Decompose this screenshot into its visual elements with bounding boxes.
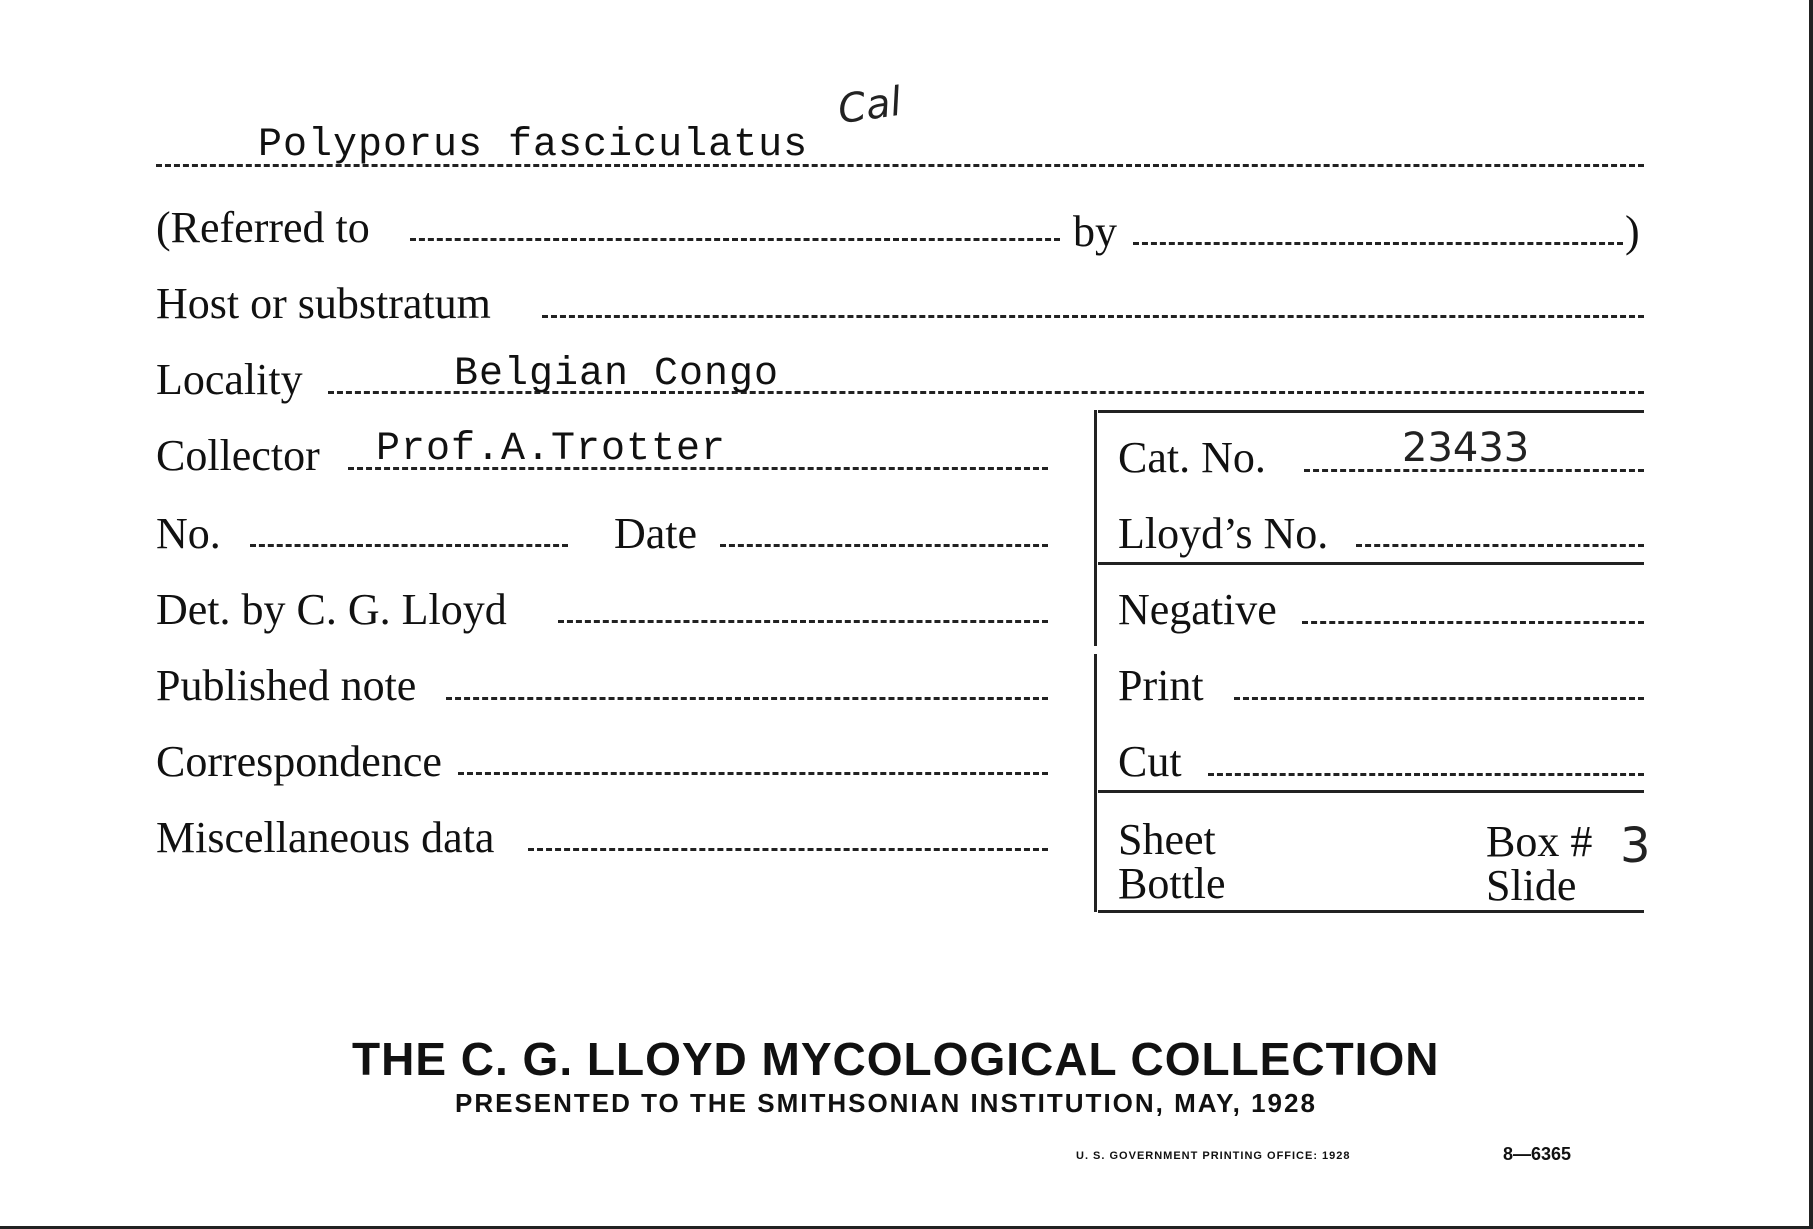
- host-label: Host or substratum: [156, 279, 491, 328]
- host-line: [542, 315, 1644, 318]
- date-label: Date: [614, 509, 698, 558]
- specimen-name: Polyporus fasciculatus: [258, 123, 809, 168]
- locality-value: Belgian Congo: [454, 352, 780, 397]
- bottle-label: Bottle: [1118, 859, 1226, 908]
- right-box-left-rule-lower: [1094, 654, 1097, 912]
- print-label: Print: [1118, 661, 1204, 710]
- published-note-line: [446, 697, 1048, 700]
- form-number: 8—6365: [1503, 1144, 1572, 1164]
- date-line: [720, 544, 1048, 547]
- printing-office-note: U. S. GOVERNMENT PRINTING OFFICE: 1928: [1076, 1150, 1351, 1162]
- no-label: No.: [156, 509, 221, 558]
- by-label: by: [1073, 207, 1117, 256]
- misc-data-label: Miscellaneous data: [156, 813, 495, 862]
- negative-line: [1302, 621, 1644, 624]
- lloyds-no-label: Lloyd’s No.: [1118, 509, 1329, 558]
- by-line: [1133, 242, 1623, 245]
- print-line: [1234, 697, 1644, 700]
- referred-to-label: (Referred to: [156, 203, 370, 252]
- right-box-top-rule: [1098, 410, 1644, 413]
- slide-label: Slide: [1486, 861, 1577, 910]
- no-line: [250, 544, 568, 547]
- box-number-value: 3: [1620, 818, 1651, 874]
- misc-data-line: [528, 848, 1048, 851]
- referred-to-line: [410, 238, 1060, 241]
- collection-subtitle: PRESENTED TO THE SMITHSONIAN INSTITUTION, MAY, 1928: [455, 1088, 1317, 1118]
- negative-label: Negative: [1118, 585, 1277, 634]
- cut-label: Cut: [1118, 737, 1182, 786]
- det-by-line: [558, 620, 1048, 623]
- box-number-label: Box #: [1486, 817, 1593, 866]
- lloyds-no-line: [1356, 544, 1644, 547]
- card-right-edge: [1809, 0, 1813, 1229]
- margin-mark: Cal: [835, 78, 905, 134]
- collection-title: THE C. G. LLOYD MYCOLOGICAL COLLECTION: [352, 1033, 1440, 1085]
- locality-label: Locality: [156, 355, 303, 404]
- collector-value: Prof.A.Trotter: [376, 427, 727, 472]
- published-note-label: Published note: [156, 661, 417, 710]
- cat-no-label: Cat. No.: [1118, 433, 1266, 482]
- collector-label: Collector: [156, 431, 320, 480]
- det-by-label: Det. by C. G. Lloyd: [156, 585, 507, 634]
- right-box-rule-2: [1098, 562, 1644, 565]
- sheet-label: Sheet: [1118, 815, 1216, 864]
- correspondence-label: Correspondence: [156, 737, 442, 786]
- cut-line: [1208, 773, 1644, 776]
- cat-no-value: 23433: [1402, 425, 1530, 471]
- correspondence-line: [458, 772, 1048, 775]
- right-box-bottom-rule: [1098, 910, 1644, 913]
- right-box-left-rule-upper: [1094, 410, 1097, 646]
- referred-close-paren: ): [1625, 207, 1640, 256]
- right-box-rule-3: [1098, 790, 1644, 793]
